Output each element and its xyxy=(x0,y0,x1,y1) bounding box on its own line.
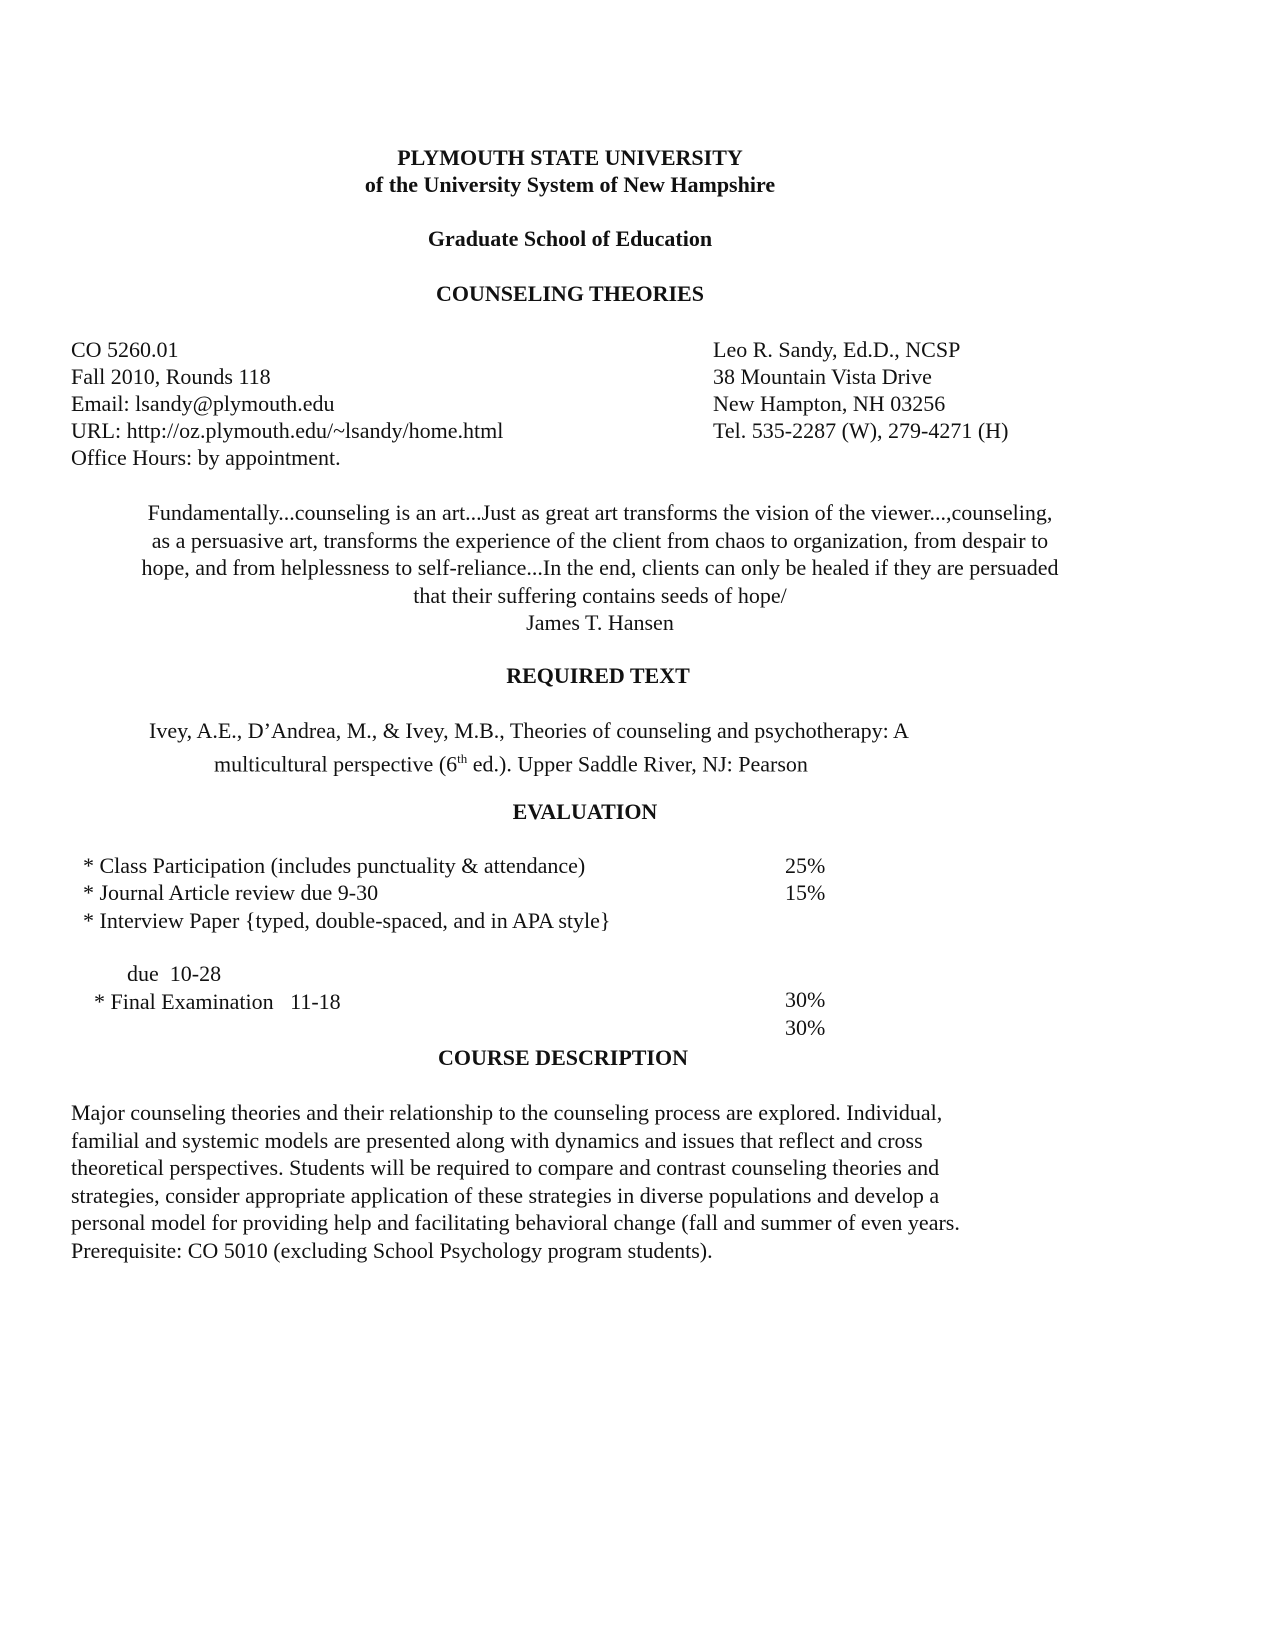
office-hours: Office Hours: by appointment. xyxy=(71,445,341,470)
evaluation-item xyxy=(83,853,843,879)
citation-text: multicultural perspective (6 xyxy=(214,751,458,777)
quote-line: Fundamentally...counseling is an art...Just as great art transforms the vision of the viewer...,counseling, xyxy=(147,500,1053,525)
instructor-city: New Hampton, NH 03256 xyxy=(713,391,946,416)
evaluation-label: * Final Examination 11-18 xyxy=(94,989,341,1014)
description-line: Major counseling theories and their relationship to the counseling process are explored. Individual, xyxy=(71,1100,943,1125)
evaluation-label: * Class Participation (includes punctuality & attendance) xyxy=(83,853,586,878)
instructor-info xyxy=(713,336,1008,444)
evaluation-label: due 10-28 xyxy=(94,961,222,986)
evaluation-heading: EVALUATION xyxy=(512,799,658,824)
epigraph-quote xyxy=(60,499,1140,637)
course-description-body xyxy=(71,1099,1071,1264)
evaluation-item xyxy=(83,880,843,906)
email-link[interactable]: Email: lsandy@plymouth.edu xyxy=(71,391,335,416)
course-number: CO 5260.01 xyxy=(71,337,179,362)
url-link[interactable]: URL: http://oz.plymouth.edu/~lsandy/home.html xyxy=(71,418,504,443)
quote-author: James T. Hansen xyxy=(526,610,674,635)
description-line: strategies, consider appropriate application of these strategies in diverse populations and develop a xyxy=(71,1182,940,1208)
citation-superscript: th xyxy=(457,751,468,766)
quote-line: that their suffering contains seeds of hope/ xyxy=(413,582,787,608)
instructor-name: Leo R. Sandy, Ed.D., NCSP xyxy=(713,337,961,362)
description-line: familial and systemic models are presented along with dynamics and issues that reflect and cross xyxy=(71,1127,923,1153)
quote-line: as a persuasive art, transforms the experience of the client from chaos to organization, from despair to xyxy=(151,527,1049,553)
description-line: Prerequisite: CO 5010 (excluding School Psychology program students). xyxy=(71,1237,713,1263)
quote-line: hope, and from helplessness to self-reliance...In the end, clients can only be healed if they are persuaded xyxy=(141,555,1059,580)
description-line: theoretical perspectives. Students will be required to compare and contrast counseling theories and xyxy=(71,1155,940,1180)
citation-text: ed.). Upper Saddle River, NJ: Pearson xyxy=(467,751,808,777)
evaluation-item xyxy=(83,963,843,1041)
evaluation-item xyxy=(83,908,843,934)
textbook-citation-line1: Ivey, A.E., D’Andrea, M., & Ivey, M.B., Theories of counseling and psychotherapy: A xyxy=(149,718,909,743)
evaluation-percent: 30% xyxy=(785,1015,826,1040)
instructor-address: 38 Mountain Vista Drive xyxy=(713,364,932,389)
course-title: COUNSELING THEORIES xyxy=(436,281,704,306)
course-info-left xyxy=(71,336,503,471)
instructor-phone: Tel. 535-2287 (W), 279-4271 (H) xyxy=(713,418,1009,443)
textbook-citation-line2 xyxy=(214,745,808,777)
evaluation-label: * Interview Paper {typed, double-spaced, and in APA style} xyxy=(83,908,611,933)
evaluation-percent: 30% xyxy=(785,987,826,1012)
university-system: of the University System of New Hampshire xyxy=(364,172,776,197)
evaluation-percent: 25% xyxy=(785,853,826,878)
course-term: Fall 2010, Rounds 118 xyxy=(71,364,271,389)
university-name: PLYMOUTH STATE UNIVERSITY xyxy=(397,145,743,170)
evaluation-label: * Journal Article review due 9-30 xyxy=(83,880,379,905)
school-name: Graduate School of Education xyxy=(427,226,713,251)
required-text-heading: REQUIRED TEXT xyxy=(506,663,690,688)
course-description-heading: COURSE DESCRIPTION xyxy=(438,1045,688,1070)
evaluation-percent: 15% xyxy=(785,880,826,905)
description-line: personal model for providing help and facilitating behavioral change (fall and summer of even years. xyxy=(71,1210,960,1235)
